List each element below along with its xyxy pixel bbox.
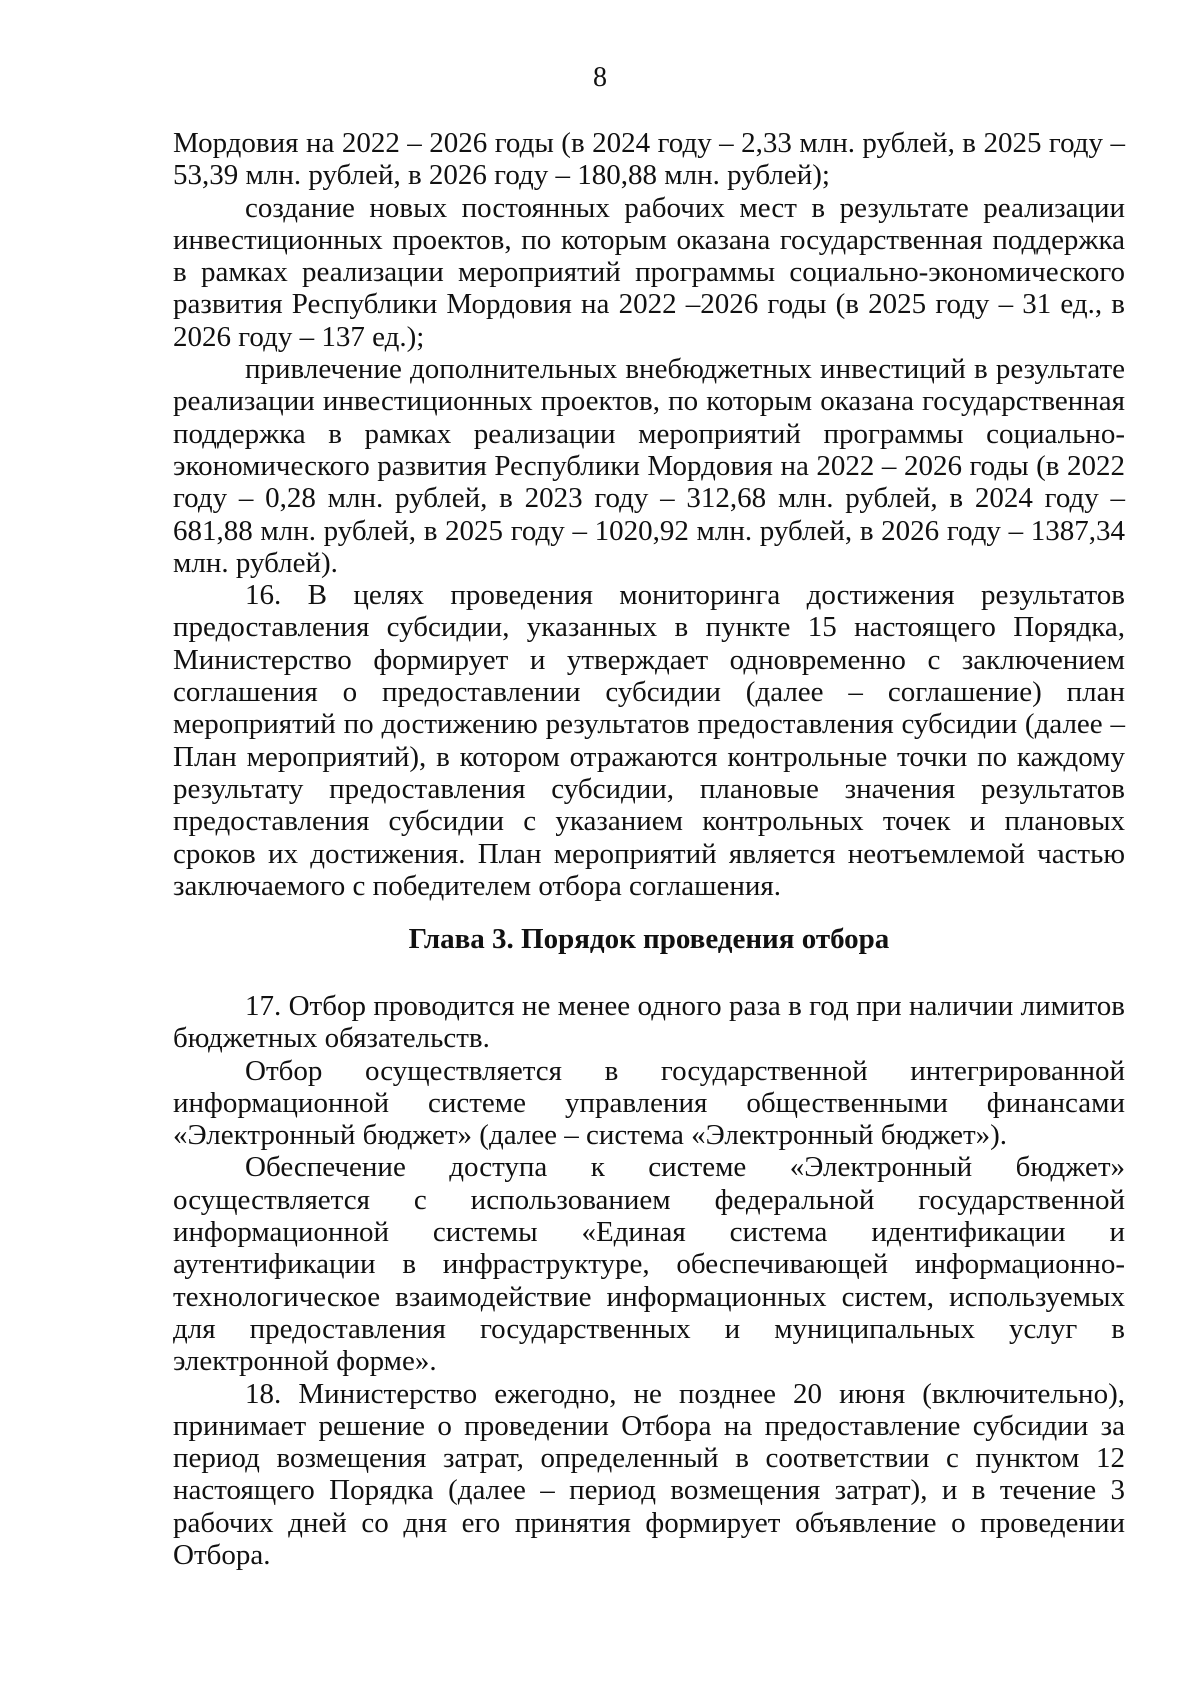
chapter-heading: Глава 3. Порядок проведения отбора bbox=[408, 923, 890, 955]
paragraph-system-access: Обеспечение доступа к системе «Электронный бюджет» осуществляется с использованием федеральной государственной информационной системы «Единая система идентификации и аутентификации в инфраструктуре, обеспечивающей информационно-технологическое взаимодействие информационных систем, используемых для предоставления государственных и муниципальных услуг в электронной форме». bbox=[173, 1151, 1125, 1378]
paragraph-new-jobs: создание новых постоянных рабочих мест в результате реализации инвестиционных проектов, по которым оказана государственная поддержка в рамках реализации мероприятий программы социально-экономического развития Республики Мордовия на 2022 –2026 годы (в 2025 году – 31 ед., в 2026 году – 137 ед.); bbox=[173, 191, 1125, 353]
chapter-heading-wrap bbox=[173, 923, 1125, 955]
paragraph-18: 18. Министерство ежегодно, не позднее 20 июня (включительно), принимает решение о проведении Отбора на предоставление субсидии за период возмещения затрат, определенный в соответствии с пунктом 12 настоящего Порядка (далее – период возмещения затрат), и в течение 3 рабочих дней со дня его принятия формирует объявление о проведении Отбора. bbox=[173, 1377, 1125, 1572]
paragraph-investments: привлечение дополнительных внебюджетных инвестиций в результате реализации инвестиционных проектов, по которым оказана государственная поддержка в рамках реализации мероприятий программы социально-экономического развития Республики Мордовия на 2022 – 2026 годы (в 2022 году – 0,28 млн. рублей, в 2023 году – 312,68 млн. рублей, в 2024 году – 681,88 млн. рублей, в 2025 году – 1020,92 млн. рублей, в 2026 году – 1387,34 млн. рублей). bbox=[173, 353, 1125, 579]
paragraph-16: 16. В целях проведения мониторинга достижения результатов предоставления субсидии, указанных в пункте 15 настоящего Порядка, Министерство формирует и утверждает одновременно с заключением соглашения о предоставлении субсидии (далее – соглашение) план мероприятий по достижению результатов предоставления субсидии (далее – План мероприятий), в котором отражаются контрольные точки по каждому результату предоставления субсидии, плановые значения результатов предоставления субсидии с указанием контрольных точек и плановых сроков их достижения. План мероприятий является неотъемлемой частью заключаемого с победителем отбора соглашения. bbox=[173, 579, 1125, 902]
paragraphs-after-heading bbox=[173, 990, 1125, 1571]
paragraph-selection-system: Отбор осуществляется в государственной интегрированной информационной системе управления общественными финансами «Электронный бюджет» (далее – система «Электронный бюджет»). bbox=[173, 1054, 1125, 1152]
paragraphs-before-heading bbox=[173, 127, 1125, 902]
paragraph-17: 17. Отбор проводится не менее одного раза в год при наличии лимитов бюджетных обязательств. bbox=[173, 990, 1125, 1055]
paragraph-continuation: Мордовия на 2022 – 2026 годы (в 2024 году – 2,33 млн. рублей, в 2025 году – 53,39 млн. рублей, в 2026 году – 180,88 млн. рублей); bbox=[173, 127, 1125, 192]
page-number: 8 bbox=[593, 62, 607, 93]
